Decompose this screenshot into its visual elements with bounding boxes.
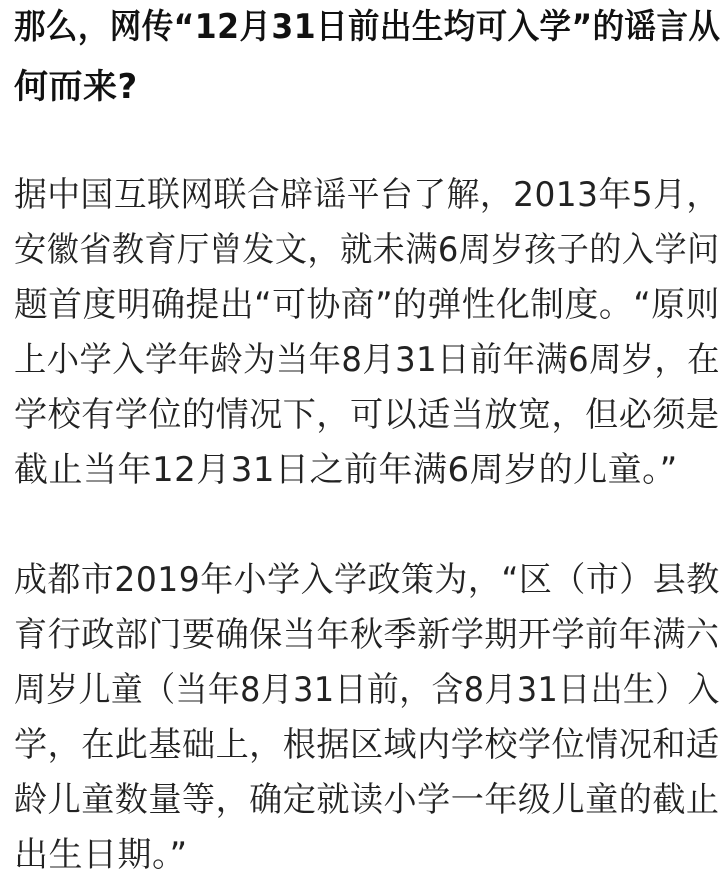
paragraph-line: 龄儿童数量等，确定就读小学一年级儿童的截止 — [14, 780, 720, 820]
paragraph-line: 据中国互联网联合辟谣平台了解，2013年5月， — [14, 175, 720, 215]
paragraph-line: 成都市2019年小学入学政策为，“区（市）县教 — [14, 560, 720, 600]
paragraph-line: 出生日期。” — [14, 835, 188, 875]
paragraph-line: 育行政部门要确保当年秋季新学期开学前年满六 — [14, 615, 720, 655]
paragraph-line: 截止当年12月31日之前年满6周岁的儿童。” — [14, 450, 678, 490]
paragraph-line: 周岁儿童（当年8月31日前，含8月31日出生）入 — [14, 670, 720, 710]
paragraph-line: 上小学入学年龄为当年8月31日前年满6周岁，在 — [14, 340, 721, 380]
paragraph-line: 学，在此基础上，根据区域内学校学位情况和适 — [14, 725, 720, 765]
paragraph-line: 学校有学位的情况下，可以适当放宽，但必须是 — [14, 395, 720, 435]
paragraph-line: 题首度明确提出“可协商”的弹性化制度。“原则 — [14, 285, 720, 325]
paragraph-line: 安徽省教育厅曾发文，就未满6周岁孩子的入学问 — [14, 230, 720, 270]
heading-line-1: 那么，网传“12月31日前出生均可入学”的谣言从 — [14, 7, 721, 47]
heading-line-2: 何而来? — [14, 67, 138, 107]
